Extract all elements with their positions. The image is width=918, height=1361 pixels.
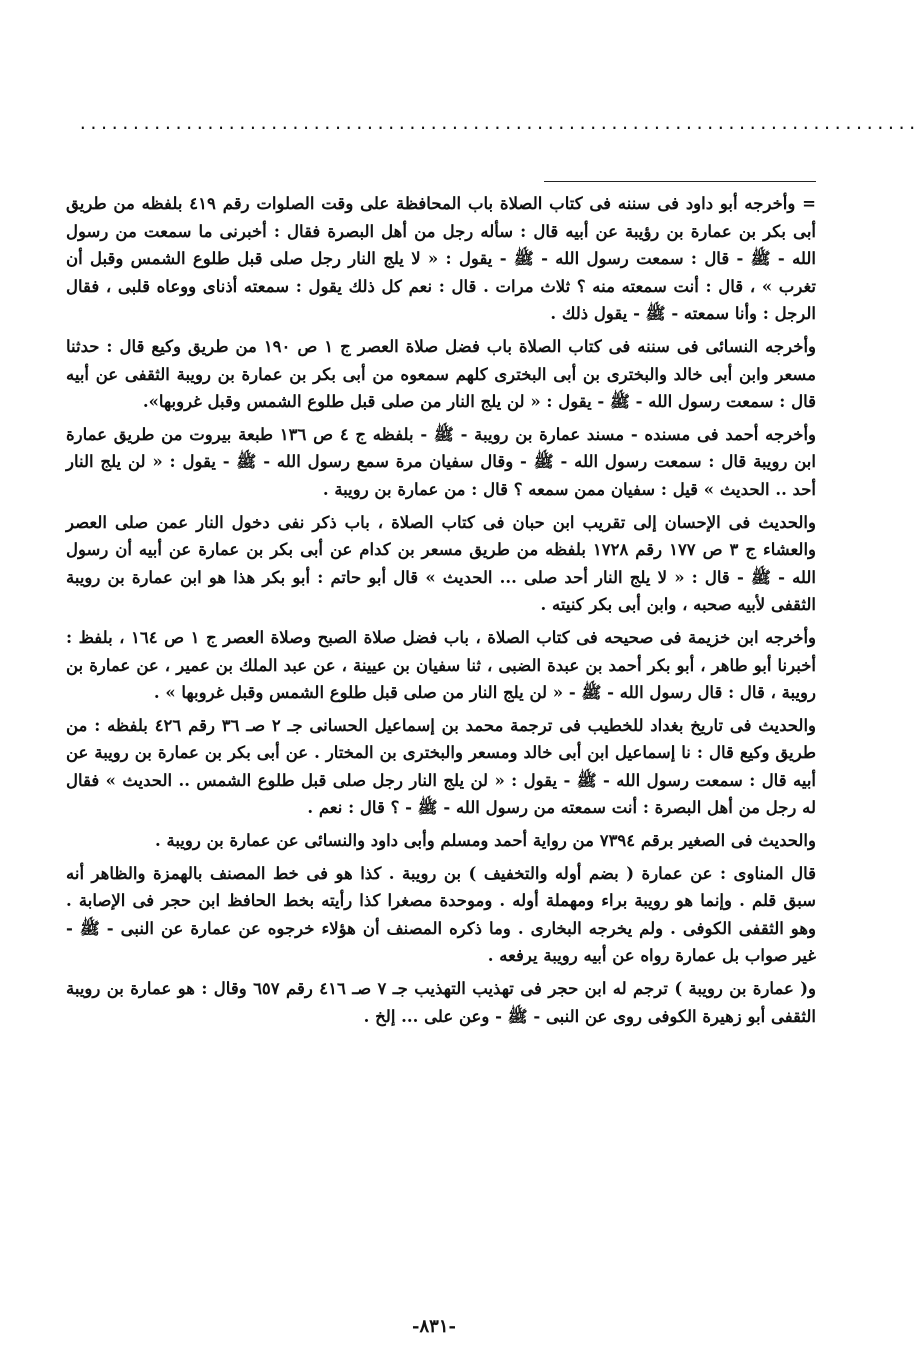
paragraph-ahmad: وأخرجه أحمد فى مسنده - مسند عمارة بن رويبة - ﷺ - بلفظه ج ٤ ص ١٣٦ طبعة بيروت من طريق عمارة ابن رويبة قال : سمعت رسول الله - ﷺ - وقال سفيان مرة سمع رسول الله - ﷺ - يقول : « لن يلج النار أحد .. الحديث » قيل : سفيان ممن سمعه ؟ قال : من عمارة بن رويبة . [66, 424, 817, 499]
footnote-body [66, 190, 816, 1035]
paragraph-saghir: والحديث فى الصغير برقم ٧٣٩٤ من رواية أحمد ومسلم وأبى داود والنسائى عن عمارة بن رويبة . [154, 831, 816, 851]
paragraph-ibn-hibban: والحديث فى الإحسان إلى تقريب ابن حبان فى كتاب الصلاة ، باب ذكر نفى دخول النار عمن صلى العصر والعشاء ج ٣ ص ١٧٧ رقم ١٧٢٨ بلفظه من طريق مسعر بن كدام عن أبى بكر بن عمارة عن أبيه أن رسول الله - ﷺ - قال : « لا يلج النار أحد صلى ... الحديث » قال أبو حاتم : أبو بكر هذا هو ابن عمارة بن رويبة الثقفى لأبيه صحبه ، وابن أبى بكر كنيته . [66, 512, 817, 615]
footnote-rule [544, 181, 816, 182]
page-number: -٨٣١- [412, 1316, 456, 1337]
paragraph-ibn-khuzaymah: وأخرجه ابن خزيمة فى صحيحه فى كتاب الصلاة ، باب فضل صلاة الصبح وصلاة العصر ج ١ ص ١٦٤ ، بلفظ : أخبرنا أبو طاهر ، أبو بكر أحمد بن عبدة الضبى ، ثنا سفيان بن عيينة ، عن عبد الملك بن عمير ، عن عمارة بن رويبة ، قال : قال رسول الله - ﷺ - « لن يلج النار من صلى قبل طلوع الشمس وقبل غروبها » . [66, 627, 816, 703]
paragraph-munawi: قال المناوى : عن عمارة ( بضم أوله والتخفيف ) بن رويبة . كذا هو فى خط المصنف بالهمزة والظاهر أنه سبق قلم . وإنما هو رويبة براء ومهملة أوله . وموحدة مصغرا كذا رأيته بخط الحافظ ابن حجر فى الإصابة . وهو الثقفى الكوفى . ولم يخرجه البخارى . وما ذكره المصنف أن هؤلاء خرجوه عن عمارة عن النبى - ﷺ - غير صواب بل عمارة رواه عن أبيه رويبة يرفعه . [66, 863, 816, 966]
paragraph-tarikh-baghdad: والحديث فى تاريخ بغداد للخطيب فى ترجمة محمد بن إسماعيل الحسانى جـ ٢ صـ ٣٦ رقم ٤٢٦ بلفظه : من طريق وكيع قال : نا إسماعيل ابن أبى خالد ومسعر والبخترى بن المختار . عن أبى بكر بن عمارة بن رويبة عن أبيه قال : سمعت رسول الله - ﷺ - يقول : « لن يلج النار رجل صلى قبل طلوع الشمس .. الحديث » فقال له رجل من أهل البصرة : أنت سمعته من رسول الله - ﷺ - ؟ قال : نعم . [66, 715, 816, 818]
dotted-separator: ............................................................................... [78, 114, 918, 133]
paragraph-tahdhib: و( عمارة بن رويبة ) ترجم له ابن حجر فى تهذيب التهذيب جـ ٧ صـ ٤١٦ رقم ٦٥٧ وقال : هو عمارة بن رويبة الثقفى أبو زهيرة الكوفى روى عن النبى - ﷺ - وعن على ... إلخ . [66, 979, 816, 1026]
paragraph-nasai: وأخرجه النسائى فى سننه فى كتاب الصلاة باب فضل صلاة العصر ج ١ ص ١٩٠ من طريق وكيع قال : حدثنا مسعر وابن أبى خالد والبخترى بن أبى البخترى كلهم سمعوه من أبى بكر بن عمارة بن رويبة الثقفى عن أبيه قال : سمعت رسول الله - ﷺ - يقول : « لن يلج النار من صلى قبل طلوع الشمس وقبل غروبها». [66, 336, 816, 412]
paragraph-abu-dawud: = وأخرجه أبو داود فى سننه فى كتاب الصلاة باب المحافظة على وقت الصلوات رقم ٤١٩ بلفظه من طريق أبى بكر بن عمارة بن رؤيبة عن أبيه قال : سأله رجل من أهل البصرة فقال : أخبرنى ما سمعت من رسول الله - ﷺ - قال : سمعت رسول الله - ﷺ - يقول : « لا يلج النار رجل صلى قبل طلوع الشمس وقبل أن تغرب » ، قال : أنت سمعته منه ؟ ثلاث مرات . قال : نعم كل ذلك يقول : سمعته أذناى ووعاه قلبى ، فقال الرجل : وأنا سمعته - ﷺ - يقول ذلك . [66, 194, 816, 324]
